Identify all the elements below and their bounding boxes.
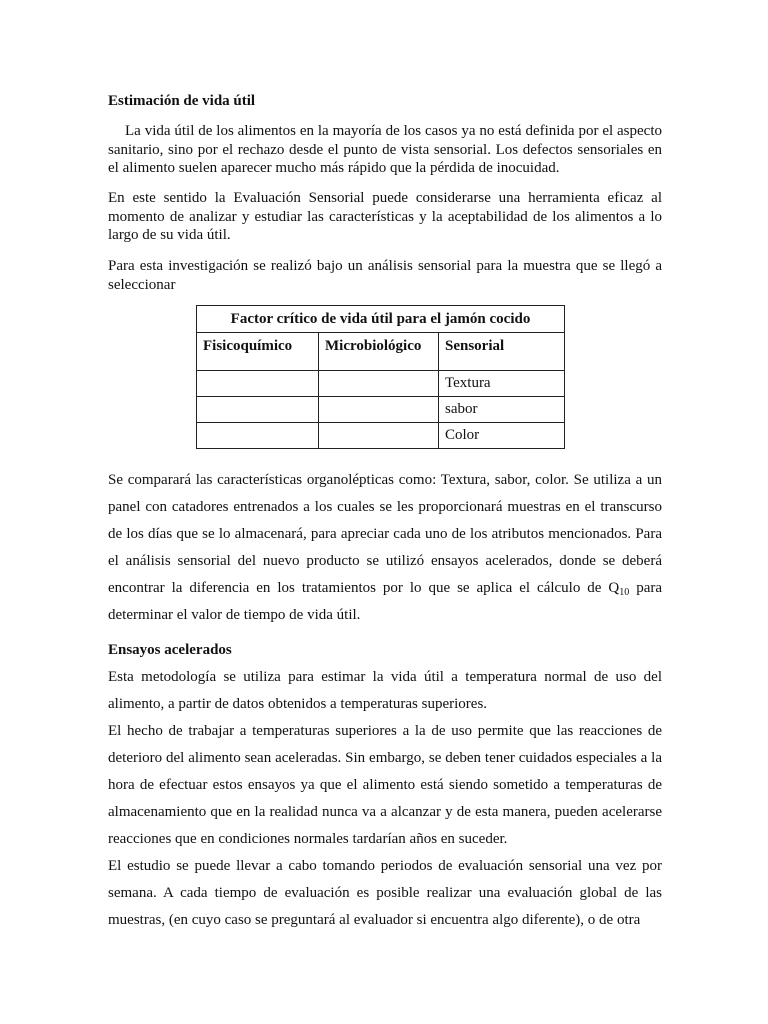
table-cell [197, 397, 319, 423]
paragraph-estudio-semanal: El estudio se puede llevar a cabo tomando periodos de evaluación sensorial una vez por semana. A cada tiempo de evaluación es posible realizar una evaluación global de las muestras, (en cuyo caso se preguntará al evaluador si encuentra algo diferente), o de otra [108, 858, 662, 928]
section-heading-vida-util: Estimación de vida útil [108, 93, 256, 109]
column-header-sensorial: Sensorial [439, 333, 565, 371]
paragraph-metodologia: Esta metodología se utiliza para estimar la vida útil a temperatura normal de uso del alimento, a partir de datos obtenidos a temperaturas superiores. [108, 669, 662, 712]
paragraph-evaluacion-sensorial: En este sentido la Evaluación Sensorial puede considerarse una herramienta eficaz al momento de analizar y estudiar las características y la aceptabilidad de los alimentos a lo largo de su vida útil. [108, 190, 662, 243]
table-cell: sabor [439, 397, 565, 423]
table-row [197, 423, 565, 449]
table-cell [319, 397, 439, 423]
column-header-microbiologico: Microbiológico [319, 333, 439, 371]
table-row [197, 371, 565, 397]
paragraph-intro: La vida útil de los alimentos en la mayoría de los casos ya no está definida por el aspecto sanitario, sino por el rechazo desde el punto de vista sensorial. Los defectos sensoriales en el alimento suelen aparecer mucho más rápido que la pérdida de inocuidad. [108, 123, 662, 176]
paragraph-investigacion: Para esta investigación se realizó bajo un análisis sensorial para la muestra que se llegó a seleccionar [108, 258, 662, 293]
q-subscript: 10 [619, 587, 630, 598]
factor-critico-table [196, 305, 565, 449]
table-row [197, 397, 565, 423]
table-title-row [197, 306, 565, 333]
table-title: Factor crítico de vida útil para el jamón cocido [197, 306, 565, 333]
table-cell: Textura [439, 371, 565, 397]
table-cell [319, 371, 439, 397]
paragraph-temperaturas-superiores: El hecho de trabajar a temperaturas superiores a la de uso permite que las reacciones de deterioro del alimento sean aceleradas. Sin embargo, se deben tener cuidados especiales a la hora de efectuar estos ensayos ya que el alimento está siendo sometido a temperaturas de almacenamiento que en la realidad nunca va a alcanzar y de esta manera, pueden acelerarse reacciones que en condiciones normales tardarían años en suceder. [108, 723, 662, 847]
table-cell [197, 423, 319, 449]
column-header-fisicoquimico: Fisicoquímico [197, 333, 319, 371]
section-heading-ensayos-acelerados: Ensayos acelerados [108, 642, 232, 658]
table-header-row [197, 333, 565, 371]
table-cell [197, 371, 319, 397]
paragraph-text-after-q: para determinar el valor de tiempo de vida útil. [108, 580, 663, 623]
paragraph-text-before-q: Se comparará las características organolépticas como: Textura, sabor, color. Se utiliza a un panel con catadores entrenados a los cuales se les proporcionará muestras en el transcurso de los días que se lo almacenará, para apreciar cada uno de los atributos mencionados. Para el análisis sensorial del nuevo producto se utilizó ensayos acelerados, donde se deberá encontrar la diferencia en los tratamientos por lo que se aplica el cálculo de Q [108, 472, 662, 596]
table-cell: Color [439, 423, 565, 449]
paragraph-caracteristicas-organolepticas [108, 467, 662, 629]
table-cell [319, 423, 439, 449]
